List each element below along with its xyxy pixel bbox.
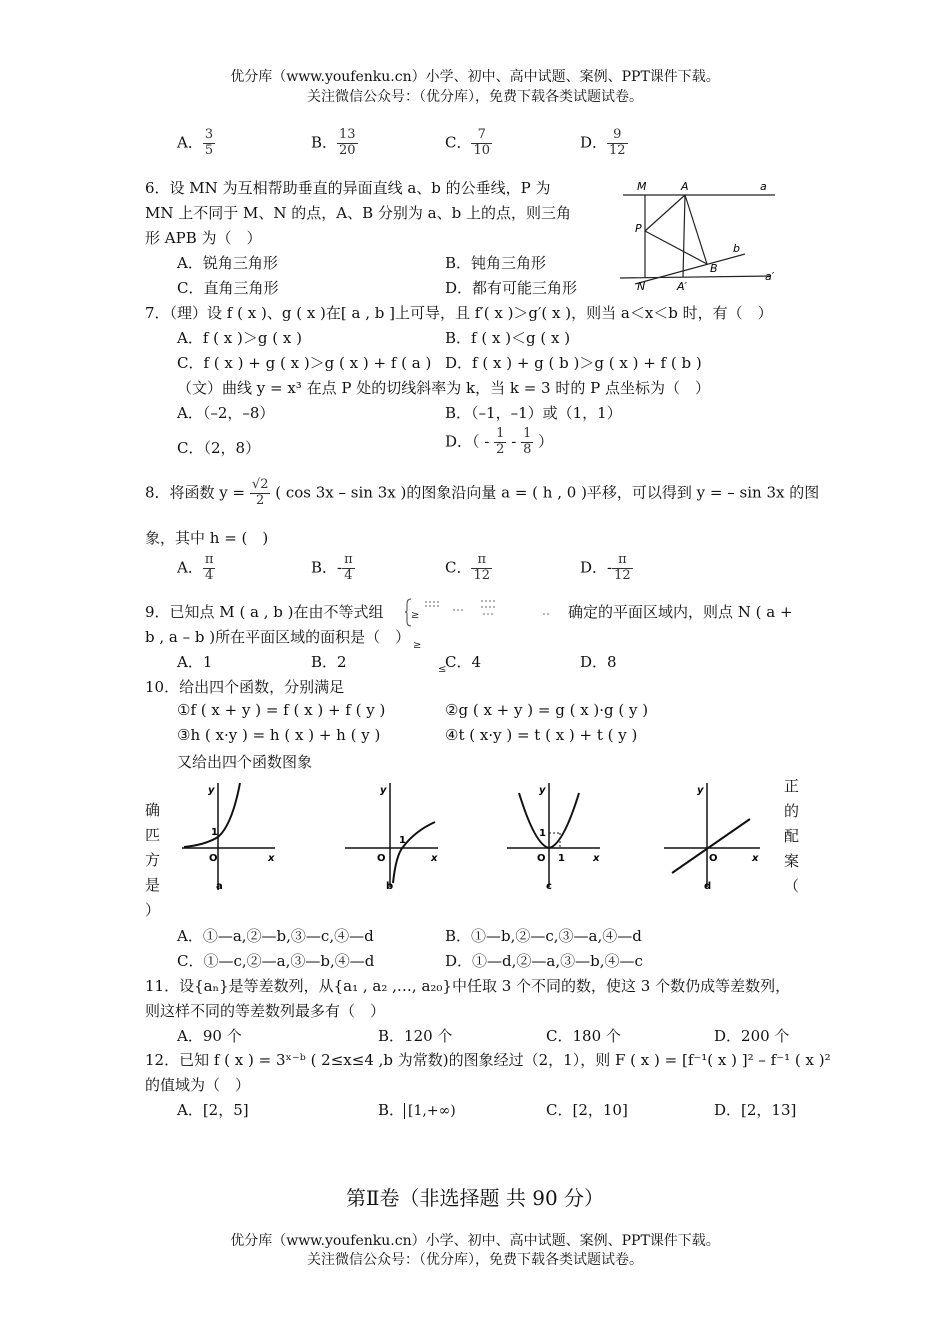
q6-fig-label: B <box>710 262 718 275</box>
q10-right-char: 正 <box>784 777 800 795</box>
q6-option-b: B．钝角三角形 <box>445 254 547 272</box>
svg-text:x: x <box>431 853 438 864</box>
q6-fig-label: a′ <box>765 270 775 283</box>
q9-garbled-symbol: ≤ <box>438 664 447 675</box>
svg-text:1: 1 <box>558 853 565 864</box>
q10-left-char: ） <box>145 901 161 919</box>
fraction: $\frac{1}{8}$ <box>523 426 532 457</box>
svg-text:O: O <box>209 853 218 864</box>
footer-line-1: 优分库（www.youfenku.cn）小学、初中、高中试题、案例、PPT课件下载。 <box>230 1233 720 1249</box>
q6-option-d: D．都有可能三角形 <box>445 279 578 297</box>
svg-text:1: 1 <box>399 835 406 846</box>
svg-text:b: b <box>386 881 394 892</box>
q11-option-d: D．200 个 <box>714 1027 790 1045</box>
q10-graph-c <box>505 775 605 895</box>
q6-fig-label: b <box>733 242 740 255</box>
q11-option-a: A．90 个 <box>177 1027 242 1045</box>
fraction: $\frac{\pi}{4}$ <box>204 552 214 583</box>
q10-left-char: 匹 <box>145 826 161 844</box>
q12-line-1: 12．已知 f ( x ) = 3ˣ⁻ᵇ ( 2≤x≤4 ,b 为常数)的图象经过（2，1），则 F ( x ) = [f⁻¹( x ) ]² – f⁻¹ ( x )² <box>145 1051 831 1069</box>
q6-fig-label: P <box>635 222 642 235</box>
svg-text:c: c <box>546 881 552 892</box>
q12-option-c: C．[2，10] <box>546 1101 628 1119</box>
svg-text:y: y <box>539 785 546 796</box>
q11-line-2: 则这样不同的等差数列最多有（ ） <box>145 1002 386 1020</box>
svg-text:O: O <box>709 853 718 864</box>
footer-line-2: 关注微信公众号：（优分库），免费下载各类试题试卷。 <box>307 1252 643 1268</box>
q7-wen-option-c: C．（2，8） <box>177 439 261 457</box>
fraction: $\frac{3}{5}$ <box>204 127 214 158</box>
q5-option-d: D． $\frac{9}{12}$ <box>580 127 626 158</box>
svg-text:y: y <box>697 785 704 796</box>
fraction: $\frac{\pi}{12}$ <box>614 552 631 583</box>
fraction: $\frac{13}{20}$ <box>339 127 356 158</box>
q5-option-c: C． $\frac{7}{10}$ <box>445 127 491 158</box>
svg-text:x: x <box>268 853 275 864</box>
q9-line-1a: 9．已知点 M ( a , b )在由不等式组 <box>145 603 384 621</box>
q12-option-a: A．[2，5] <box>177 1101 249 1119</box>
q10-option-d: D．①—d,②—a,③—b,④—c <box>445 952 643 970</box>
q10-right-char: 案 <box>784 852 800 870</box>
q10-right-char: 配 <box>784 827 800 845</box>
svg-text:a: a <box>216 881 223 892</box>
svg-text:y: y <box>208 785 215 796</box>
q10-option-c: C．①—c,②—a,③—b,④—d <box>177 952 375 970</box>
q8-line-2: 象，其中 h = ( ) <box>145 529 269 547</box>
q10-condition-1: ①f ( x + y ) = f ( x ) + f ( y ) <box>177 701 386 719</box>
svg-text:x: x <box>752 853 759 864</box>
q10-condition-4: ④t ( x·y ) = t ( x ) + t ( y ) <box>445 726 638 744</box>
q12-line-2: 的值域为（ ） <box>145 1076 251 1094</box>
q6-fig-label: a <box>760 180 767 193</box>
fraction: $\frac{√2}{2}$ <box>251 477 269 508</box>
q7-line-1: 7．（理）设 f ( x )、g ( x )在[ a , b ]上可导，且 f′( x )＞g′( x )，则当 a＜x＜b 时，有（ ） <box>145 304 773 322</box>
q10-line-1: 10．给出四个函数，分别满足 <box>145 678 345 696</box>
q7-wen: （文）曲线 y = x³ 在点 P 处的切线斜率为 k，当 k = 3 时的 P 点坐标为（ ） <box>177 379 710 397</box>
q7-option-a: A．f ( x )＞g ( x ) <box>177 329 302 347</box>
q10-option-b: B．①—b,②—c,③—a,④—d <box>445 927 642 945</box>
svg-text:d: d <box>704 881 712 892</box>
q10-condition-3: ③h ( x·y ) = h ( x ) + h ( y ) <box>177 726 381 744</box>
svg-text:1: 1 <box>539 828 546 839</box>
q7-option-b: B．f ( x )＜g ( x ) <box>445 329 571 347</box>
q9-option-b: B．2 <box>311 653 347 671</box>
q8-line-1: 8．将函数 y = $\frac{√2}{2}$ ( cos 3x – sin 3x )的图象沿向量 a = ( h , 0 )平移，可以得到 y = – sin 3x 的图 <box>145 477 820 508</box>
fraction: $\frac{1}{2}$ <box>496 426 505 457</box>
fraction: $\frac{7}{10}$ <box>473 127 491 158</box>
svg-text:1: 1 <box>211 827 218 838</box>
q9-garbled-symbol: ≥ <box>413 640 422 651</box>
q6-fig-label: A <box>681 180 689 193</box>
q12-option-d: D．[2，13] <box>714 1101 797 1119</box>
q9-inequality-system <box>405 596 555 628</box>
q10-left-char: 方 <box>145 851 161 869</box>
q6-geometry-figure <box>615 176 785 294</box>
q10-graph-b <box>343 775 443 895</box>
q8-option-a: A． $\frac{\pi}{4}$ <box>177 552 214 583</box>
q11-line-1: 11．设{aₙ}是等差数列，从{a₁ , a₂ ,…, a₂₀}中任取 3 个不同的数，使这 3 个数仍成等差数列， <box>145 977 791 995</box>
q9-option-d: D．8 <box>580 653 617 671</box>
q5-option-b: B． $\frac{13}{20}$ <box>311 127 356 158</box>
q11-option-b: B．120 个 <box>378 1027 453 1045</box>
q8-option-c: C． $\frac{\pi}{12}$ <box>445 552 491 583</box>
fraction: $\frac{\pi}{4}$ <box>344 552 353 583</box>
svg-text:O: O <box>377 853 386 864</box>
q8-option-d: D．- $\frac{\pi}{12}$ <box>580 552 631 583</box>
q10-right-char: 的 <box>784 802 800 820</box>
q9-line-2: b , a – b )所在平面区域的面积是（ ） <box>145 628 411 646</box>
q11-option-c: C．180 个 <box>546 1027 621 1045</box>
q10-left-char: 是 <box>145 876 161 894</box>
q7-wen-option-d: D．（ - $\frac{1}{2}$ - $\frac{1}{8}$ ） <box>445 426 554 457</box>
header-line-2: 关注微信公众号：（优分库），免费下载各类试题试卷。 <box>307 89 643 105</box>
q6-fig-label: M <box>637 180 647 193</box>
q9-line-1b: 确定的平面区域内，则点 N ( a + <box>568 603 793 621</box>
svg-text:x: x <box>593 853 600 864</box>
q10-right-char: （ <box>784 877 800 895</box>
q6-line-1: 6．设 MN 为互相帮助垂直的异面直线 a、b 的公垂线，P 为 <box>145 179 551 197</box>
q10-line-2: 又给出四个函数图象 <box>177 753 313 771</box>
q7-wen-option-a: A．（–2，–8） <box>177 404 275 422</box>
q9-option-a: A．1 <box>177 653 213 671</box>
q10-option-a: A．①—a,②—b,③—c,④—d <box>177 927 374 945</box>
q10-condition-2: ②g ( x + y ) = g ( x )·g ( y ) <box>445 701 649 719</box>
q7-option-d: D．f ( x ) + g ( b )＞g ( x ) + f ( b ) <box>445 354 702 372</box>
q6-line-3: 形 APB 为（ ） <box>145 229 262 247</box>
svg-text:y: y <box>380 785 387 796</box>
q9-option-c: C．4 <box>445 653 482 671</box>
q10-graph-d <box>662 775 762 895</box>
q5-option-a: A． $\frac{3}{5}$ <box>177 127 214 158</box>
q6-fig-label: A′ <box>677 280 688 293</box>
q6-option-a: A．锐角三角形 <box>177 254 278 272</box>
q12-option-b: B． [1,+∞) <box>378 1101 456 1119</box>
q6-line-2: MN 上不同于 M、N 的点，A、B 分别为 a、b 上的点，则三角 <box>145 204 571 222</box>
q8-option-b: B．- $\frac{\pi}{4}$ <box>311 552 353 583</box>
fraction: $\frac{9}{12}$ <box>609 127 626 158</box>
q7-wen-option-b: B．（–1，–1）或（1，1） <box>445 404 622 422</box>
q6-fig-label: N <box>637 280 646 293</box>
section-title: 第Ⅱ卷（非选择题 共 90 分） <box>345 1186 605 1210</box>
svg-text:O: O <box>537 853 546 864</box>
q6-option-c: C．直角三角形 <box>177 279 279 297</box>
q10-left-char: 确 <box>145 801 161 819</box>
fraction: $\frac{\pi}{12}$ <box>473 552 491 583</box>
header-line-1: 优分库（www.youfenku.cn）小学、初中、高中试题、案例、PPT课件下载。 <box>230 69 720 85</box>
q7-option-c: C．f ( x ) + g ( x )＞g ( x ) + f ( a ) <box>177 354 432 372</box>
q9-garbled-symbol: ≥ <box>411 610 420 621</box>
q10-graph-a <box>180 775 280 895</box>
